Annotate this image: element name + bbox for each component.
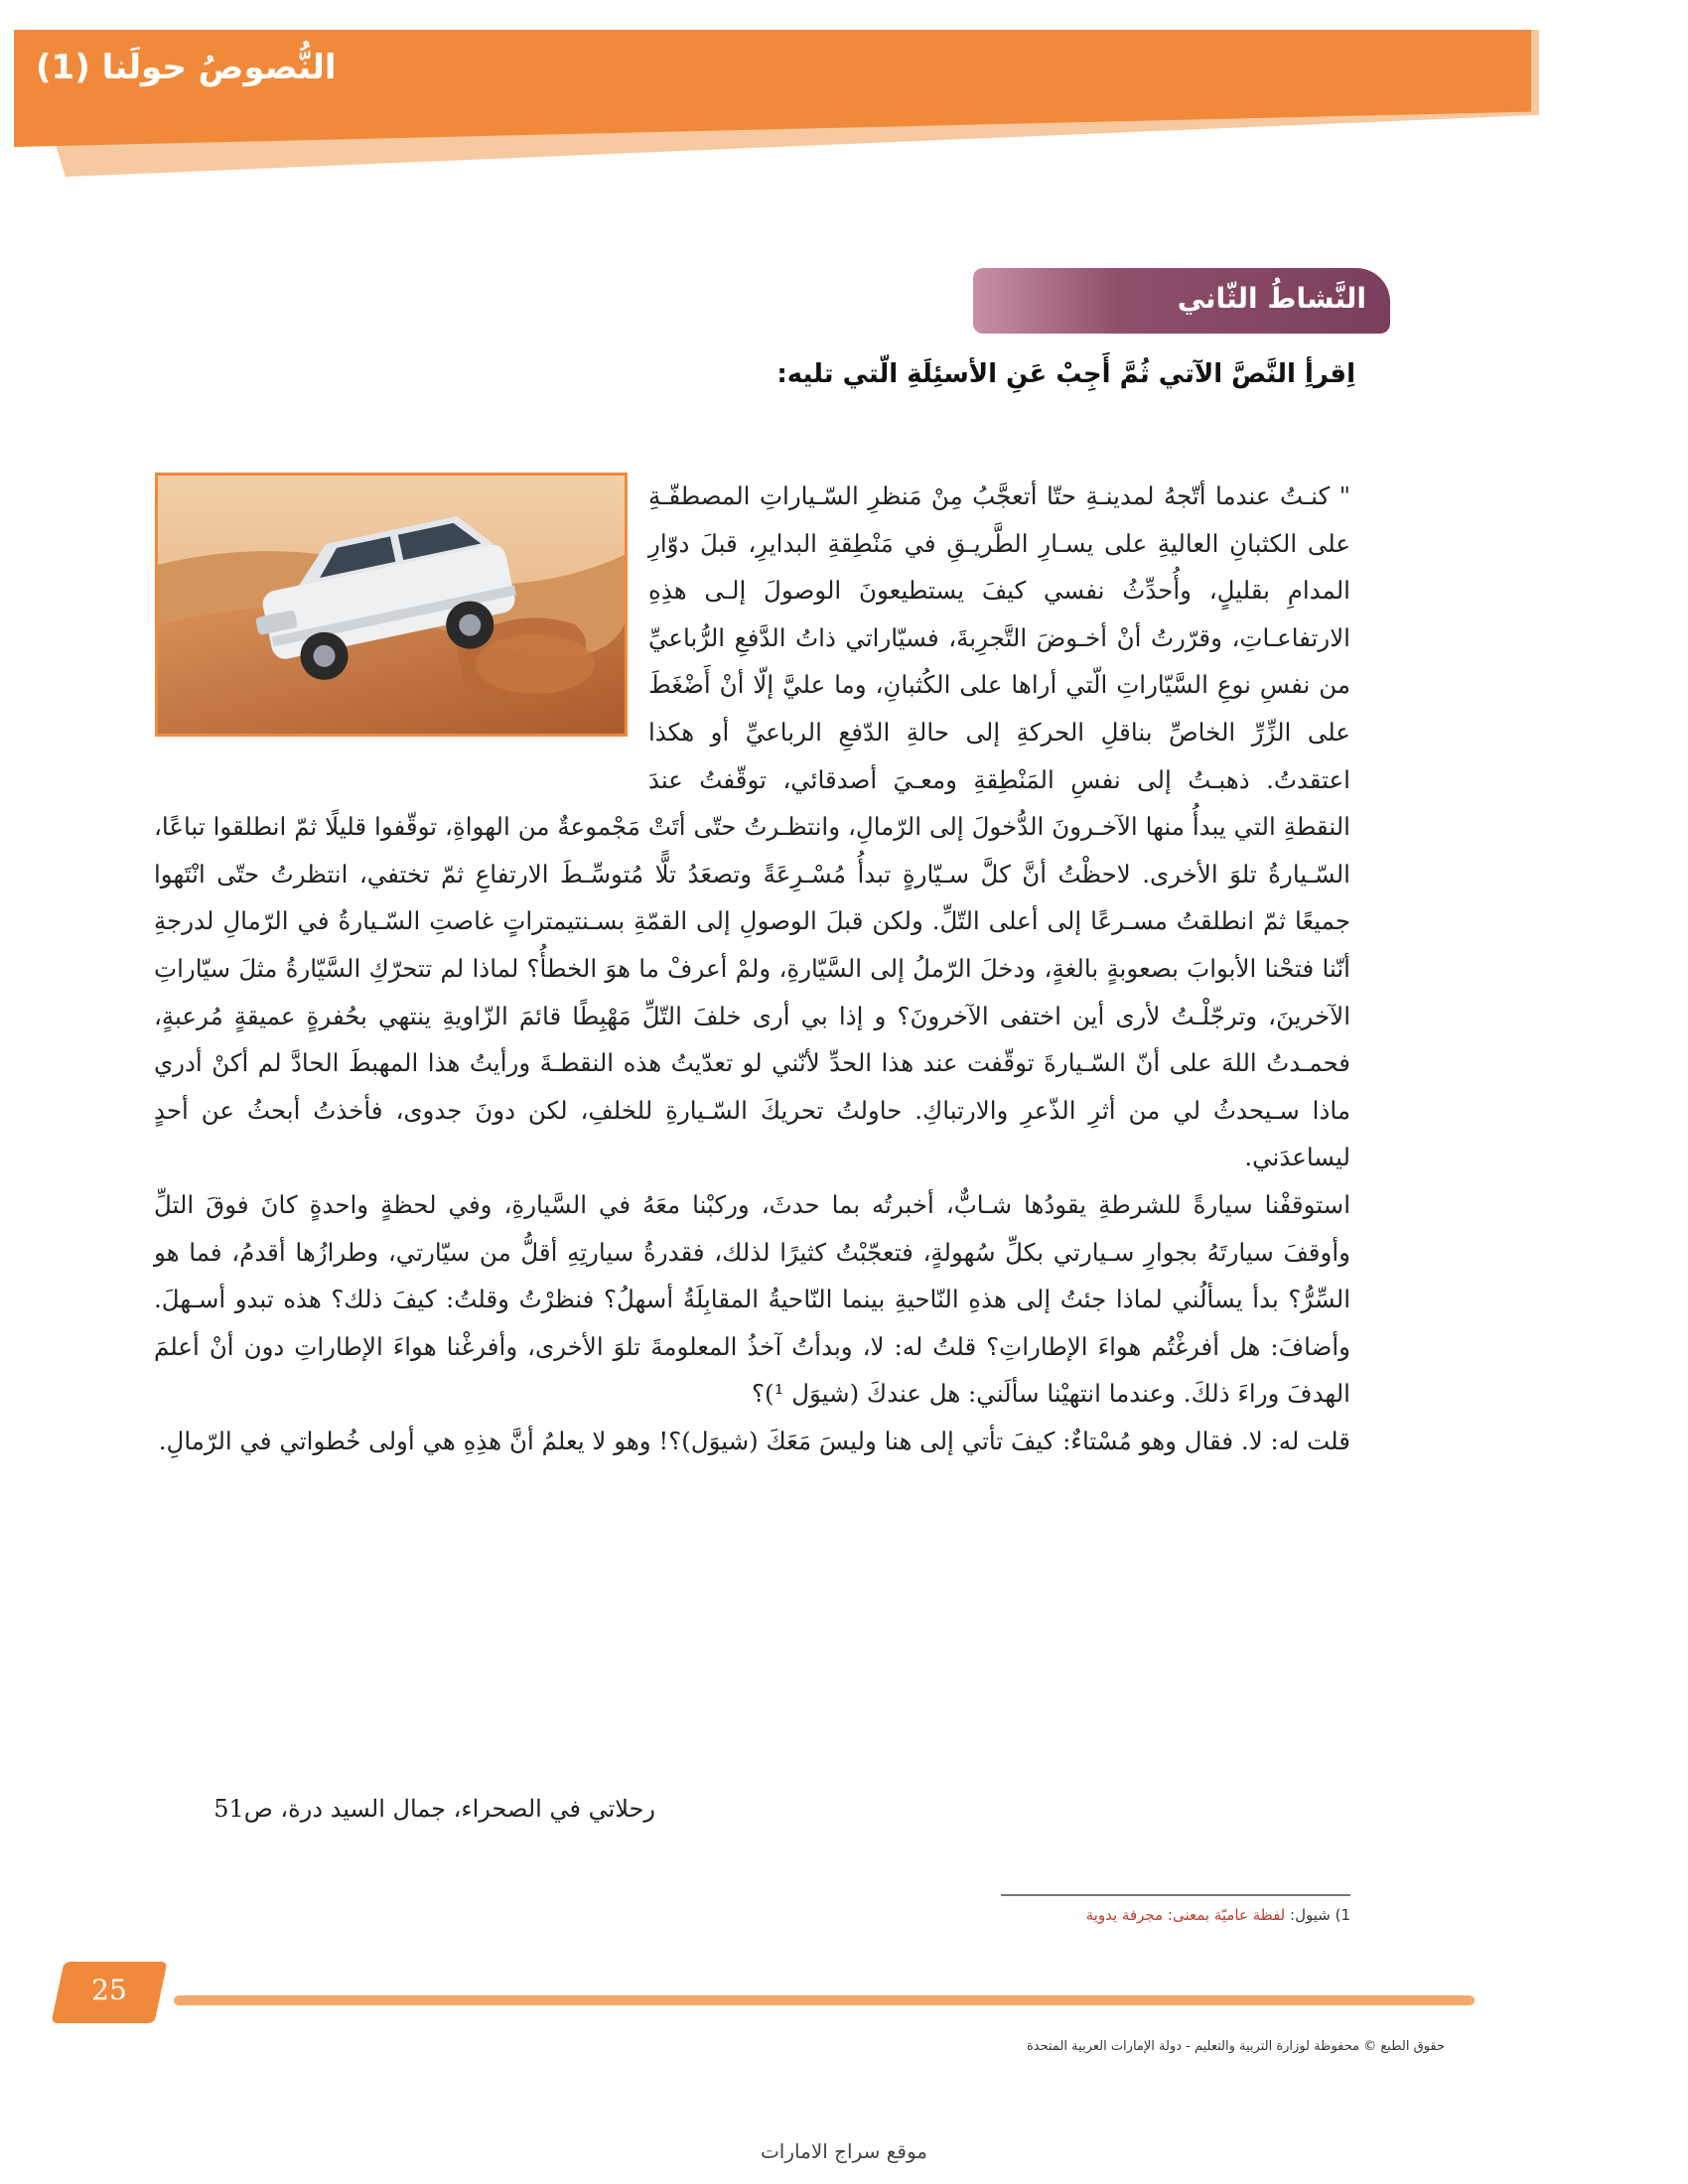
- footnote-divider: [1001, 1894, 1350, 1896]
- activity-instruction: اِقرأِ النَّصَّ الآتي ثُمَّ أَجِبْ عَنِ الأسئِلَةِ الّتي تليه:: [776, 359, 1355, 389]
- activity-label: النَّشاطُ الثّاني: [1177, 282, 1366, 315]
- suv-illustration: [158, 476, 625, 734]
- activity-tag: [973, 268, 1390, 334]
- footer-rule: [174, 1995, 1475, 2005]
- footnote-definition: لفظة عاميّة بمعنى: مجرفة يدوية: [1085, 1906, 1286, 1924]
- footnote-marker: 1): [1335, 1906, 1350, 1924]
- footnote: [1086, 1906, 1350, 1924]
- passage-paragraph-3: قلت له: لا. فقال وهو مُسْتاءٌ: كيفَ تأتي إلى هنا وليسَ مَعَكَ (شيوَل)؟! وهو لا يعلمُ أنَّ هذِهِ هي أولى خُطواتي في الرّمالِ.: [158, 1426, 1350, 1455]
- copyright-notice: حقوق الطبع © محفوظة لوزارة التربية والتعليم - دولة الإمارات العربية المتحدة: [1026, 2039, 1445, 2054]
- passage-paragraph-1: " كنـتُ عندما أتّجهُ لمدينـةِ حتّا أتعجَّبُ مِنْ مَنظرِ السّـياراتِ المصطفّـةِ على الكثبانِ العاليةِ على يسـارِ الطَّريـقِ في مَنْطِقةِ البدايرِ، قبلَ دوّارِ المدامِ بقليلٍ، وأُحدِّثُ نفسي كيفَ يستطيعونَ الوصولَ إلـى هذِهِ الارتفاعـاتِ، وقرّرتُ أنْ أخـوضَ التَّجرِبةَ، فسيّاراتي ذاتُ الدَّفعِ الرُّباعيِّ من نفسِ نوعِ السَّيّاراتِ الّتي أراها على الكُثبانِ، وما عليَّ إلّا أنْ أَضْغَطَ على الزِّرِّ الخاصِّ بناقلِ الحركةِ إلى حالةِ الدّفعِ الرباعيِّ أو هكذا اعتقدتُ. ذهبـتُ إلى نفسِ المَنْطِقةِ ومعـيَ أصدقائي، توقّفتُ عندَ النقطةِ التي يبدأُ منها الآخـرونَ الدُّخولَ إلى الرّمالِ، وانتظـرتُ حتّى أتَتْ مَجْموعةٌ من الهواةِ، توقّفوا قليلًا ثمّ انطلقوا تباعًا، السّـيارةُ تلوَ الأخرى. لاحظْتُ أنَّ كلَّ سـيّارةٍ تبدأُ مُسْـرِعَةً وتصعَدُ تلًّا مُتوسِّـطَ الارتفاعِ ثمّ تختفي، انتظرتُ حتّى انْتَهوا جميعًا ثمّ انطلقتُ مسـرعًا إلى أعلى التّلِّ. ولكن قبلَ الوصولِ إلى القمّةِ بسـنتيمتراتٍ غاصتِ السّـيارةُ في الرّمالِ لدرجةِ أنّنا فتحْنا الأبوابَ بصعوبةٍ بالغةٍ، ودخلَ الرّملُ إلى السَّيّارةِ، ولمْ أعرفْ ما هوَ الخطأُ؟ لماذا لم تتحرّكِ السَّيّارةُ مثلَ سيّاراتِ الآخرينَ، وترجّلْـتُ لأرى أين اختفى الآخرونَ؟ و إذا بي أرى خلفَ التّلِّ مَهْبِطًا قائمَ الزّاويةِ ينتهي بحُفرةٍ عميقةٍ مُرعبةٍ، فحمـدتُ اللهَ على أنّ السّـيارةَ توقّفت عند هذا الحدِّ لأنّني لو تعدّيتُ هذه النقطـةَ ورأيتُ هذا المهبطَ الحادَّ لم أكنْ أدري ماذا سـيحدثُ لي من أثرِ الذّعرِ والارتباكِ. حاولتُ تحريكَ السّـيارةِ للخلفِ، لكن دونَ جدوى، فأخذتُ أبحثُ عن أحدٍ ليساعدَني.: [154, 481, 1350, 1172]
- page-number: 25: [91, 1974, 127, 2006]
- source-citation: رحلاتي في الصحراء، جمال السيد درة، ص51: [213, 1795, 655, 1823]
- passage-paragraph-2: استوقفْنا سيارةً للشرطةِ يقودُها شـابٌّ، أخبرتُه بما حدثَ، وركبْنا معَهُ في السَّيارةِ، وفي لحظةٍ واحدةٍ كانَ فوقَ التلِّ وأوقفَ سيارتَهُ بجوارِ سـيارتي بكلِّ سُهولةٍ، فتعجّبْتُ كثيرًا لذلك، فقدرةُ سيارتِهِ أقلُّ من سيّارتي، وطرازُها أقدمُ، فما هو السِّرُّ؟ بدأ يسألُني لماذا جئتُ إلى هذهِ النّاحيةِ بينما النّاحيةُ المقابِلَةُ أسهلُ؟ فنظرْتُ وقلتُ: كيفَ ذلك؟ هذه تبدو أسـهلَ. وأضافَ: هل أفرغْتُم هواءَ الإطاراتِ؟ قلتُ له: لا، وبدأتُ آخذُ المعلومةَ تلوَ الأخرى، وأفرغْنا هواءَ الإطاراتِ دون أنْ أعلمَ الهدفَ وراءَ ذلكَ. وعندما انتهيْنا سألَني: هل عندكَ (شيوَل ¹)؟: [154, 1189, 1350, 1409]
- footnote-term: شيول:: [1290, 1906, 1331, 1924]
- suv-dune-photo: [155, 473, 628, 737]
- chapter-title: النُّصوصُ حولَنا (1): [36, 48, 337, 87]
- site-footer: موقع سراج الامارات: [760, 2139, 928, 2163]
